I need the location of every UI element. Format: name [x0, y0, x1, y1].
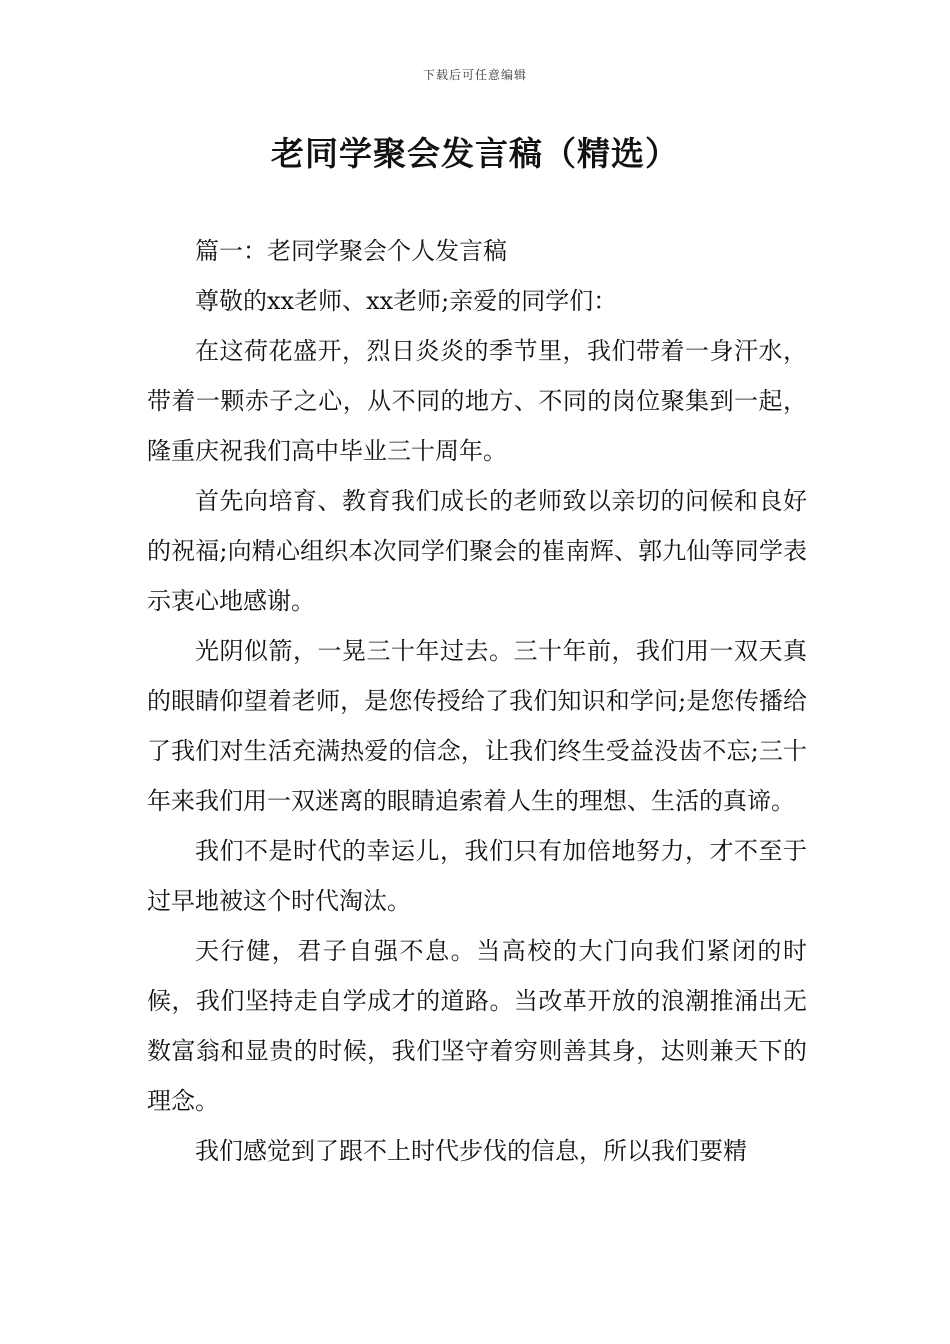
page-header-note: 下载后可任意编辑 [422, 68, 527, 82]
document-body [147, 226, 807, 1176]
section-heading: 篇一：老同学聚会个人发言稿 [195, 237, 507, 265]
body-paragraph: 在这荷花盛开，烈日炎炎的季节里，我们带着一身汗水，带着一颗赤子之心，从不同的地方、不同的岗位聚集到一起，隆重庆祝我们高中毕业三十周年。 [147, 337, 807, 465]
document-title: 老同学聚会发言稿（精选） [271, 134, 679, 173]
body-paragraph: 我们不是时代的幸运儿，我们只有加倍地努力，才不至于过早地被这个时代淘汰。 [147, 837, 807, 915]
body-paragraph: 天行健，君子自强不息。当高校的大门向我们紧闭的时候，我们坚持走自学成才的道路。当改革开放的浪潮推涌出无数富翁和显贵的时候，我们坚守着穷则善其身，达则兼天下的理念。 [147, 937, 807, 1115]
salutation: 尊敬的xx老师、xx老师;亲爱的同学们： [195, 287, 618, 315]
body-paragraph: 首先向培育、教育我们成长的老师致以亲切的问候和良好的祝福;向精心组织本次同学们聚会的崔南辉、郭九仙等同学表示衷心地感谢。 [147, 487, 807, 615]
body-paragraph: 我们感觉到了跟不上时代步伐的信息，所以我们要精 [195, 1137, 747, 1165]
body-paragraph: 光阴似箭，一晃三十年过去。三十年前，我们用一双天真的眼睛仰望着老师，是您传授给了我们知识和学问;是您传播给了我们对生活充满热爱的信念，让我们终生受益没齿不忘;三十年来我们用一双迷离的眼睛追索着人生的理想、生活的真谛。 [147, 637, 807, 815]
